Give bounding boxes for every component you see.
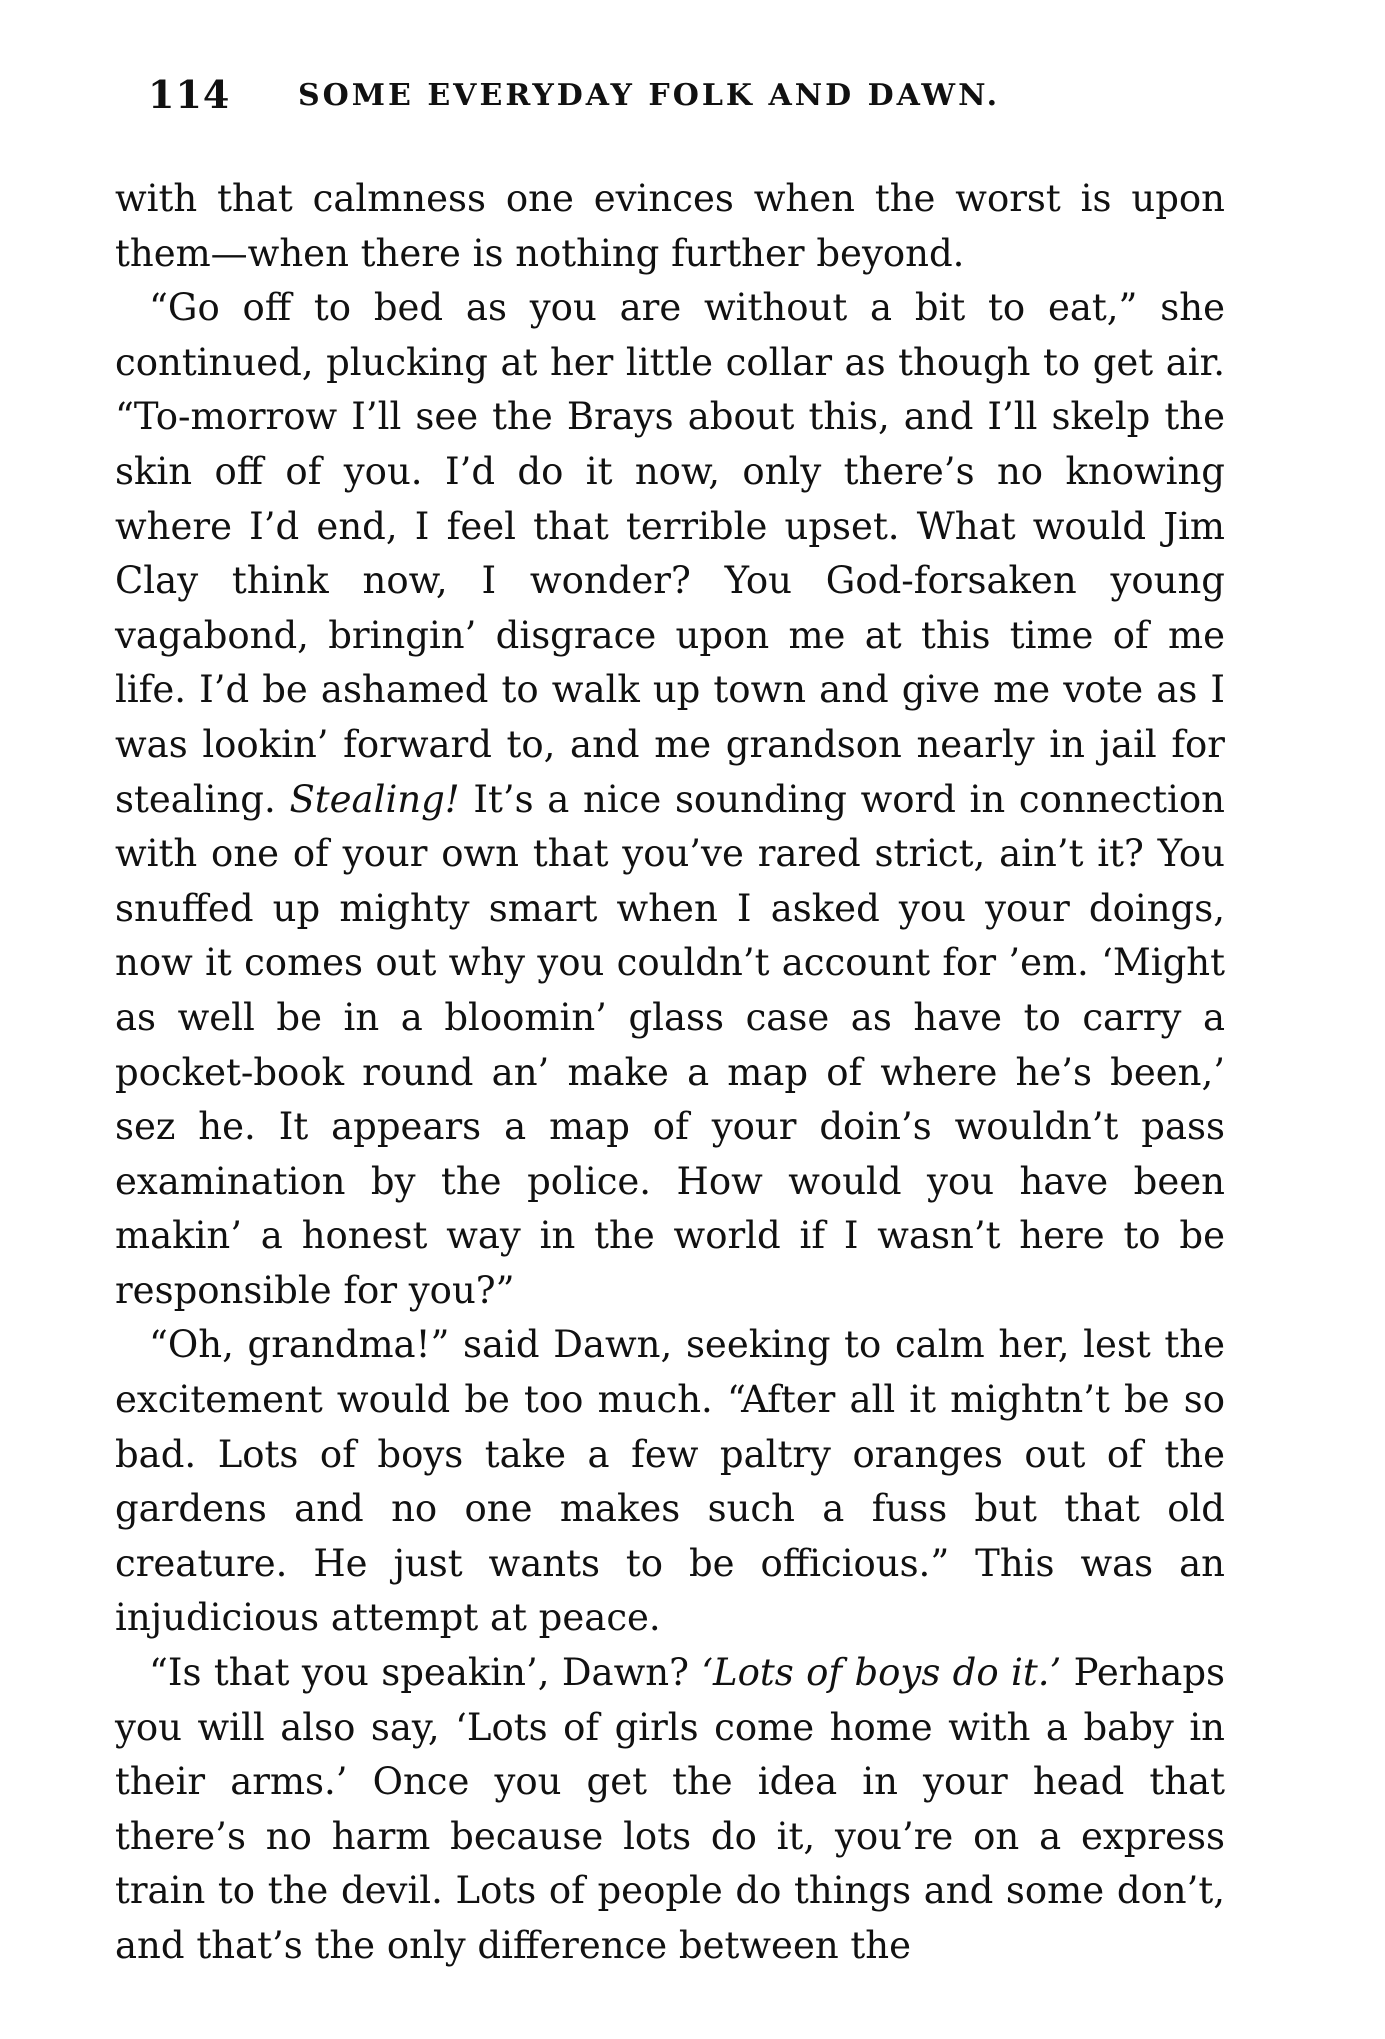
- paragraph-dawn-reply: [115, 1318, 1225, 1646]
- paragraph-continued: [115, 172, 1225, 281]
- paragraph-text: “Oh, grandma!” said Dawn, seeking to calm her, lest the excitement would be too much. “After all it mightn’t be so bad. Lots of boys take a few paltry oranges out of the gardens and no one makes such a fuss but that old creature. He just wants to be officious.” This was an injudicious attempt at peace.: [115, 1323, 1225, 1640]
- paragraph-grandma-retort: [115, 1646, 1225, 1974]
- paragraph-text: with that calmness one evinces when the worst is upon them—when there is nothing further beyond.: [115, 177, 1225, 275]
- italic-emphasis: Stealing!: [289, 777, 460, 821]
- page-number: 114: [148, 72, 231, 117]
- book-title: SOME EVERYDAY FOLK AND DAWN.: [298, 78, 1001, 113]
- paragraph-text: “Is that you speakin’, Dawn?: [149, 1651, 702, 1695]
- body-text: [115, 172, 1225, 1974]
- paragraph-grandma-scolding: [115, 281, 1225, 1318]
- running-head: [148, 72, 1228, 132]
- paragraph-text: “Go off to bed as you are without a bit to eat,” she continued, plucking at her little collar as though to get air. “To-morrow I’ll see the Brays about this, and I’ll skelp the skin off of you. I’d do it now, only there’s no knowing where I’d end, I feel that terrible upset. What would Jim Clay think now, I wonder? You God-forsaken young vagabond, bringin’ disgrace upon me at this time of me life. I’d be ashamed to walk up town and give me vote as I was lookin’ forward to, and me grandson nearly in jail for stealing.: [115, 286, 1225, 821]
- italic-emphasis: ‘Lots of boys do it.’: [701, 1651, 1062, 1695]
- paragraph-text: It’s a nice sounding word in connection with one of your own that you’ve rared strict, ain’t it? You snuffed up mighty smart when I asked you your doings, now it comes out why you couldn’t account for ’em. ‘Might as well be in a bloomin’ glass case as have to carry a pocket-book round an’ make a map of where he’s been,’ sez he. It appears a map of your doin’s wouldn’t pass examination by the police. How would you have been makin’ a honest way in the world if I wasn’t here to be responsible for you?”: [115, 777, 1225, 1312]
- paragraph-text: Perhaps you will also say, ‘Lots of girls come home with a baby in their arms.’ Once you get the idea in your head that there’s no harm because lots do it, you’re on a express train to the devil. Lots of people do things and some don’t, and that’s the only difference between the: [115, 1651, 1225, 1967]
